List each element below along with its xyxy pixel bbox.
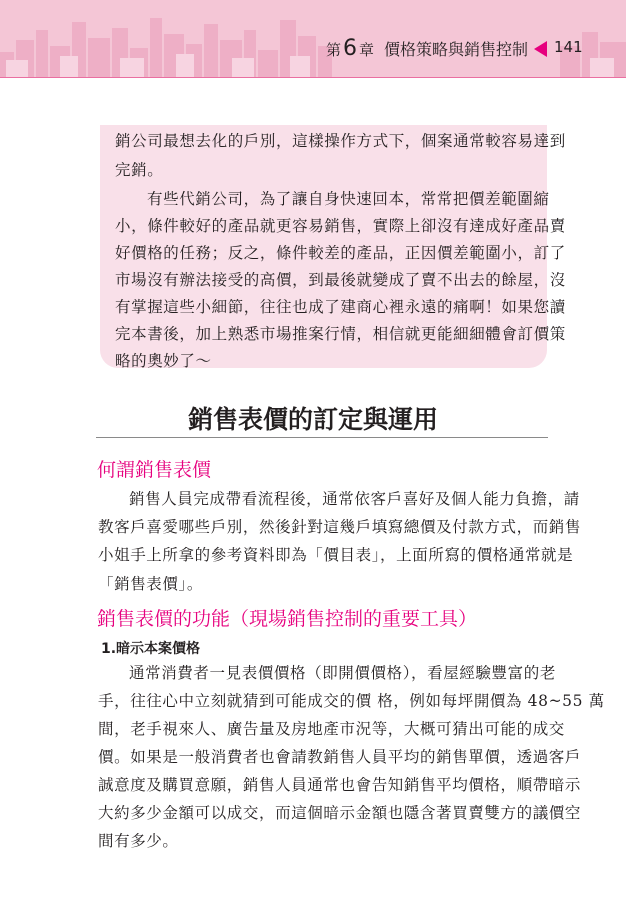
body-line: 手，往往心中立刻就猜到可能成交的價 格，例如每坪開價為 48~55 萬 (98, 692, 605, 710)
header-divider (0, 77, 626, 78)
chapter-prefix: 第 (325, 41, 341, 59)
box-line: 完銷。 (115, 161, 164, 179)
box-line: 有些代銷公司，為了讓自身快速回本，常常把價差範圍縮 (147, 190, 550, 208)
body-line: 「銷售表價」。 (98, 575, 203, 593)
chapter-suffix: 章 (358, 41, 374, 59)
body-line: 小姐手上所拿的參考資料即為「價目表」，上面所寫的價格通常就是 (98, 546, 574, 564)
box-line: 有掌握這些小細節，往往也成了建商心裡永遠的痛啊！如果您讀 (115, 298, 566, 316)
city-skyline-illustration (0, 0, 626, 78)
body-line: 誠意度及購買意願，銷售人員通常也會告知銷售平均價格，順帶暗示 (98, 776, 582, 794)
body-line: 價。如果是一般消費者也會請教銷售人員平均的銷售單價，透過客戶 (98, 748, 582, 766)
box-line: 小，條件較好的產品就更容易銷售，實際上卻沒有達成好產品賣 (115, 217, 566, 235)
subsection-title: 銷售表價的功能（現場銷售控制的重要工具） (97, 608, 478, 630)
body-line: 間有多少。 (98, 832, 179, 850)
box-line: 市場沒有辦法接受的高價，到最後就變成了賣不出去的餘屋，沒 (115, 271, 566, 289)
box-line: 銷公司最想去化的戶別，這樣操作方式下，個案通常較容易達到 (115, 132, 566, 150)
section-title: 銷售表價的訂定與運用 (187, 405, 438, 434)
box-line: 略的奧妙了～ (115, 352, 212, 370)
box-line: 完本書後，加上熟悉市場推案行情，相信就更能細細體會訂價策 (115, 325, 566, 343)
page-header (0, 0, 626, 78)
item-title: 1.暗示本案價格 (101, 641, 201, 657)
chapter-title: 價格策略與銷售控制 (383, 40, 528, 59)
chapter-number: 6 (342, 36, 357, 61)
triangle-marker-icon (534, 41, 547, 57)
body-line: 間，老手視來人、廣告量及房地產市況等，大概可猜出可能的成交 (98, 720, 565, 738)
body-line: 銷售人員完成帶看流程後，通常依客戶喜好及個人能力負擔，請 (129, 490, 580, 508)
body-line: 通常消費者一見表價價格（即開價價格），看屋經驗豐富的老 (129, 664, 556, 682)
body-line: 大約多少金額可以成交，而這個暗示金額也隱含著買賣雙方的議價空 (98, 804, 582, 822)
chapter-heading (326, 36, 528, 64)
subsection-title: 何謂銷售表價 (97, 459, 212, 481)
body-line: 教客戶喜愛哪些戶別，然後針對這幾戶填寫總價及付款方式，而銷售 (98, 518, 582, 536)
page-number: 141 (554, 38, 583, 56)
box-line: 好價格的任務；反之，條件較差的產品，正因價差範圍小，訂了 (115, 244, 566, 262)
section-divider (96, 437, 548, 438)
